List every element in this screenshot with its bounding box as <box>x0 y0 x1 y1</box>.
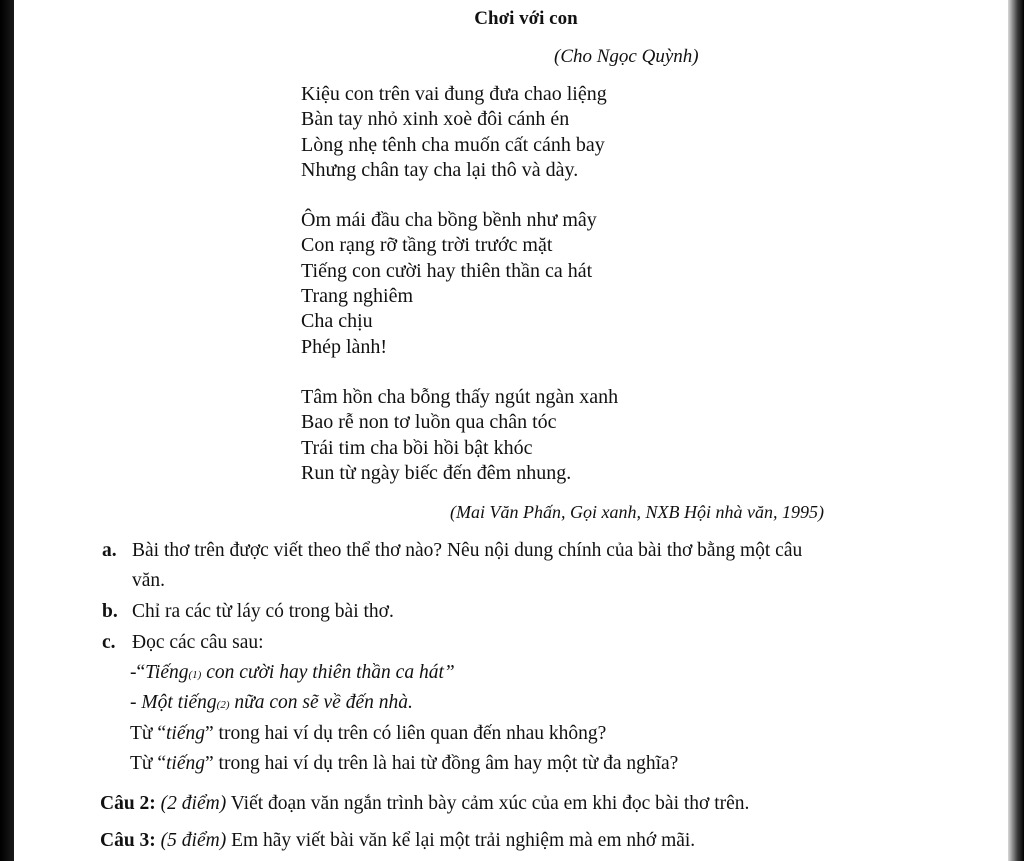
document-page <box>14 0 1008 861</box>
poem-line: Tiếng con cười hay thiên thần ca hát <box>301 259 593 282</box>
example-1-prefix: -“ <box>130 662 146 683</box>
example-2 <box>130 692 413 714</box>
question-c-1-word: tiếng <box>166 723 206 744</box>
poem-line: Bàn tay nhỏ xinh xoè đôi cánh én <box>301 108 570 131</box>
question-c-text: Đọc các câu sau: <box>132 632 264 653</box>
question-b-text: Chỉ ra các từ láy có trong bài thơ. <box>132 601 394 622</box>
poem-line: Ôm mái đầu cha bồng bềnh như mây <box>301 209 597 232</box>
poem-line: Nhưng chân tay cha lại thô và dày. <box>301 158 579 181</box>
poem-title: Chơi với con <box>474 8 578 29</box>
question-a-continuation: văn. <box>132 570 166 591</box>
question-a <box>102 540 802 562</box>
poem-line: Tâm hồn cha bỗng thấy ngút ngàn xanh <box>301 385 619 408</box>
right-border <box>1008 0 1024 861</box>
poem-line: Cha chịu <box>301 310 373 333</box>
question-a-text: Bài thơ trên được viết theo thể thơ nào? Nêu nội dung chính của bài thơ bằng một câu <box>132 540 803 561</box>
poem-dedication: (Cho Ngọc Quỳnh) <box>554 46 699 67</box>
poem-line: Trang nghiêm <box>301 285 414 308</box>
question-3 <box>100 830 695 852</box>
stanza-2 <box>301 208 618 360</box>
question-2-text: Viết đoạn văn ngắn trình bày cảm xúc của em khi đọc bài thơ trên. <box>230 793 750 814</box>
poem-line: Bao rễ non tơ luồn qua chân tóc <box>301 411 557 434</box>
question-c-2-word: tiếng <box>166 753 206 774</box>
poem-line: Trái tim cha bồi hồi bật khóc <box>301 436 533 459</box>
poem-body <box>301 82 618 511</box>
example-2-index: (2) <box>216 699 230 711</box>
question-c-2-pre: Từ “ <box>130 753 167 774</box>
question-3-points: (5 điểm) <box>160 830 227 851</box>
example-2-rest: nữa con sẽ về đến nhà. <box>229 692 413 713</box>
left-border <box>0 0 14 861</box>
question-c-2 <box>130 753 678 775</box>
example-1-word: Tiếng <box>145 662 189 683</box>
question-c-1-pre: Từ “ <box>130 723 167 744</box>
question-c-2-post: ” trong hai ví dụ trên là hai từ đồng âm hay một từ đa nghĩa? <box>205 753 679 774</box>
question-c-1 <box>130 723 606 745</box>
poem-line: Run từ ngày biếc đến đêm nhung. <box>301 461 572 484</box>
stanza-1 <box>301 82 618 183</box>
question-c <box>102 632 264 654</box>
example-1 <box>130 662 455 684</box>
poem-source: (Mai Văn Phấn, Gọi xanh, NXB Hội nhà văn, 1995) <box>450 502 824 522</box>
poem-line: Con rạng rỡ tầng trời trước mặt <box>301 234 553 257</box>
question-c-1-post: ” trong hai ví dụ trên có liên quan đến nhau không? <box>205 723 607 744</box>
question-2 <box>100 793 749 815</box>
question-b <box>102 601 394 623</box>
poem-line: Phép lành! <box>301 335 388 358</box>
stanza-3 <box>301 385 618 486</box>
question-2-points: (2 điểm) <box>160 793 227 814</box>
example-2-prefix: - Một tiếng <box>130 692 217 713</box>
question-b-label: b. <box>102 601 118 622</box>
example-1-rest: con cười hay thiên thần ca hát” <box>201 662 455 683</box>
poem-line: Lòng nhẹ tênh cha muốn cất cánh bay <box>301 133 605 156</box>
question-3-label: Câu 3: <box>100 830 156 851</box>
question-c-label: c. <box>102 632 116 653</box>
example-1-index: (1) <box>188 669 202 681</box>
question-a-label: a. <box>102 540 117 561</box>
poem-line: Kiệu con trên vai đung đưa chao liệng <box>301 83 607 105</box>
question-3-text: Em hãy viết bài văn kể lại một trải nghiệm mà em nhớ mãi. <box>231 830 696 851</box>
question-2-label: Câu 2: <box>100 793 156 814</box>
